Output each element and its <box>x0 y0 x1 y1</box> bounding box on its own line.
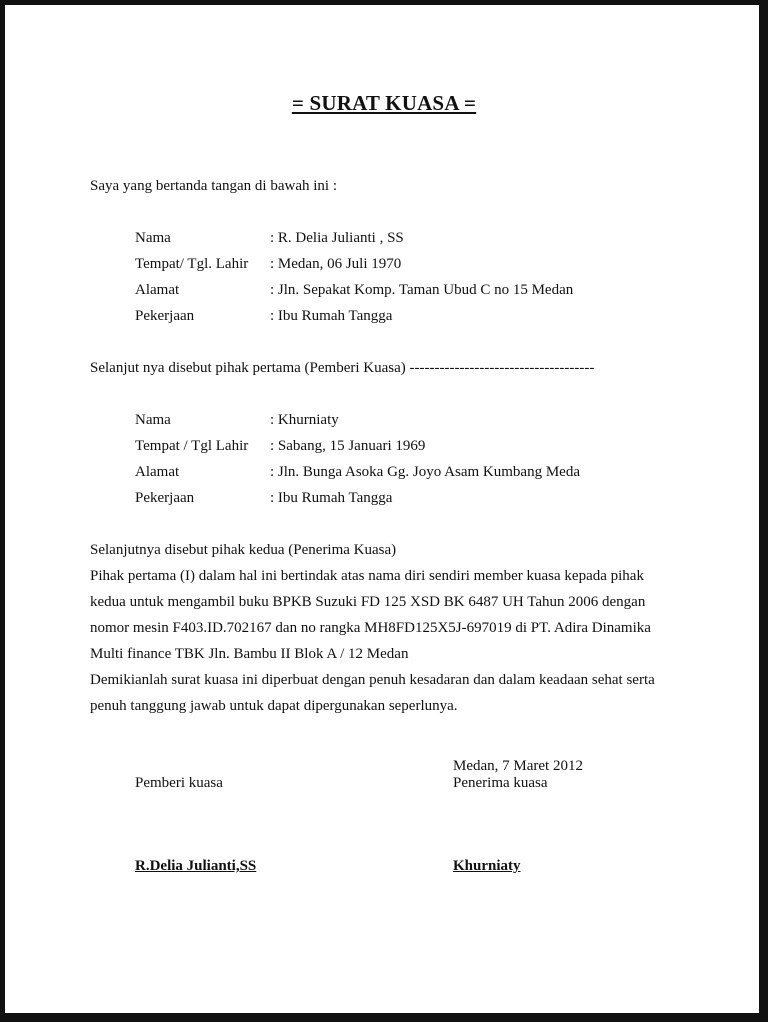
grantee-signature-name: Khurniaty <box>453 858 521 874</box>
second-party-occupation-label: Pekerjaan <box>135 490 195 506</box>
grantee-role: Penerima kuasa <box>453 775 548 791</box>
body-line: kedua untuk mengambil buku BPKB Suzuki FD 125 XSD BK 6487 UH Tahun 2006 dengan <box>90 594 646 610</box>
body-line: Demikianlah surat kuasa ini diperbuat dengan penuh kesadaran dan dalam keadaan sehat serta <box>90 672 655 688</box>
second-party-name-label: Nama <box>135 412 171 428</box>
document-title: = SURAT KUASA = <box>291 91 477 115</box>
grantor-signature-name: R.Delia Julianti,SS <box>135 858 257 874</box>
first-party-birth-value: : Medan, 06 Juli 1970 <box>270 256 402 272</box>
first-party-address-value: : Jln. Sepakat Komp. Taman Ubud C no 15 Medan <box>270 282 574 298</box>
place-date: Medan, 7 Maret 2012 <box>453 758 583 774</box>
body-line: penuh tanggung jawab untuk dapat dipergunakan seperlunya. <box>90 698 458 714</box>
first-party-occupation-label: Pekerjaan <box>135 308 195 324</box>
second-party-designation: Selanjutnya disebut pihak kedua (Penerima Kuasa) <box>90 542 397 558</box>
first-party-name-label: Nama <box>135 230 171 246</box>
second-party-address-label: Alamat <box>135 464 180 480</box>
second-party-name-value: : Khurniaty <box>270 412 339 428</box>
intro-text: Saya yang bertanda tangan di bawah ini : <box>90 178 338 194</box>
body-line: nomor mesin F403.ID.702167 dan no rangka MH8FD125X5J-697019 di PT. Adira Dinamika <box>90 620 651 636</box>
first-party-address-label: Alamat <box>135 282 180 298</box>
second-party-birth-label: Tempat / Tgl Lahir <box>135 438 249 454</box>
first-party-designation: Selanjut nya disebut pihak pertama (Pemberi Kuasa) ------------------------------------- <box>90 360 595 376</box>
first-party-birth-label: Tempat/ Tgl. Lahir <box>135 256 249 272</box>
second-party-occupation-value: : Ibu Rumah Tangga <box>270 490 393 506</box>
body-line: Multi finance TBK Jln. Bambu II Blok A / 12 Medan <box>90 646 409 662</box>
first-party-occupation-value: : Ibu Rumah Tangga <box>270 308 393 324</box>
second-party-address-value: : Jln. Bunga Asoka Gg. Joyo Asam Kumbang Meda <box>270 464 580 480</box>
first-party-name-value: : R. Delia Julianti , SS <box>270 230 404 246</box>
second-party-birth-value: : Sabang, 15 Januari 1969 <box>270 438 426 454</box>
body-line: Pihak pertama (I) dalam hal ini bertindak atas nama diri sendiri member kuasa kepada pihak <box>90 568 644 584</box>
grantor-role: Pemberi kuasa <box>135 775 223 791</box>
